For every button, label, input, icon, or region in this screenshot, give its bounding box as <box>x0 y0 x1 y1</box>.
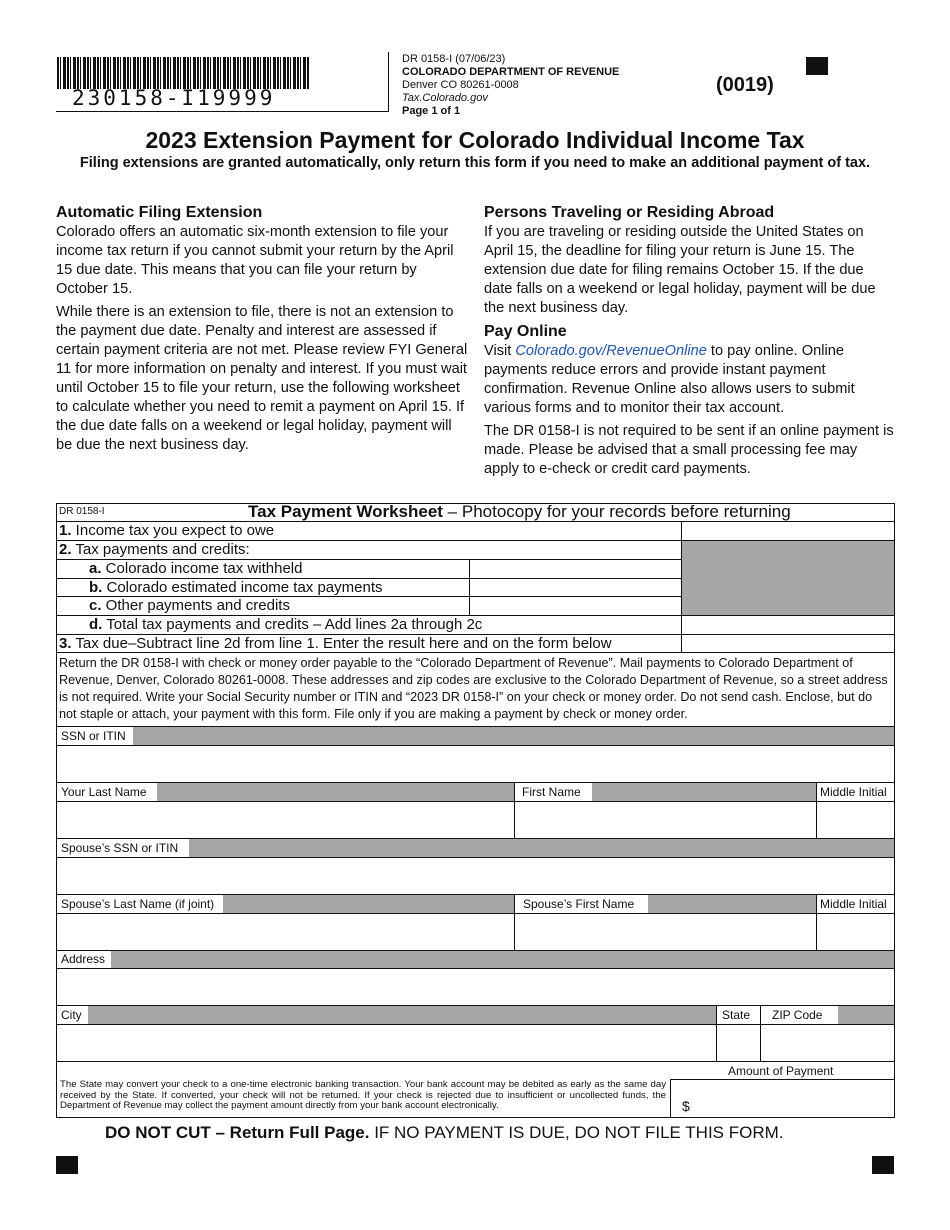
amount-input[interactable] <box>670 1079 894 1117</box>
footer-bold: DO NOT CUT – Return Full Page. <box>105 1123 370 1142</box>
spouse-last-name-input[interactable] <box>57 914 513 950</box>
line-text: Total tax payments and credits – Add lines 2a through 2c <box>102 616 483 633</box>
text: Visit <box>484 343 516 359</box>
revenue-online-link[interactable]: Colorado.gov/RevenueOnline <box>515 343 707 359</box>
paragraph: While there is an extension to file, there is not an extension to the payment due date. Penalty and interest are assessed if certain payment criteria are not met. Please review FYI General 11 for more information on penalty and interest. If you must wait until October 15 to file your return, use the following worksheet to calculate whether you need to remit a payment on April 15. If the due date falls on a weekend or legal holiday, payment will be due the next business day. <box>56 304 468 453</box>
registration-mark <box>872 1156 894 1174</box>
zip-input[interactable] <box>761 1025 893 1061</box>
ssn-label: SSN or ITIN <box>61 729 126 743</box>
city-label: City <box>61 1008 82 1022</box>
right-column <box>484 203 894 483</box>
paragraph: Colorado offers an automatic six-month extension to file your income tax return if you cannot submit your return by the April 15 due date. This means that you can file your return by October 15. <box>56 224 454 297</box>
registration-mark <box>806 57 828 75</box>
form-id: DR 0158-I (07/06/23) <box>402 53 506 65</box>
line-2d <box>89 616 482 633</box>
line-text: Other payments and credits <box>101 597 290 614</box>
heading-automatic-extension: Automatic Filing Extension <box>56 204 263 221</box>
line-number: c. <box>89 597 102 614</box>
spouse-first-name-label: Spouse’s First Name <box>523 897 635 911</box>
line-3-input[interactable] <box>682 635 893 652</box>
line-2c-input[interactable] <box>470 597 680 615</box>
left-column <box>56 203 470 459</box>
footer-rest: IF NO PAYMENT IS DUE, DO NOT FILE THIS FORM. <box>369 1123 784 1142</box>
address-label: Address <box>61 952 106 966</box>
dept-address: Denver CO 80261-0008 <box>402 79 519 91</box>
middle-initial-label: Middle Initial <box>820 785 887 799</box>
line-text: Income tax you expect to owe <box>71 522 275 539</box>
page-title: 2023 Extension Payment for Colorado Individual Income Tax <box>145 127 805 153</box>
line-number: 3. <box>59 635 72 652</box>
line-1-input[interactable] <box>682 522 893 540</box>
worksheet-title <box>248 502 791 522</box>
instructions: Return the DR 0158-I with check or money order payable to the “Colorado Department of Revenue”. Mail payments to Colorado Department of Revenue, Denver, Colorado 80261-0008. These addresses and zip codes are exclusive to the Colorado Department of Revenue, so a street address is not required. Write your Social Security number or ITIN and “2023 DR 0158-I” on your check or money order. Do not send cash. Enclose, but do not staple or attach, your payment with this form. File only if you are making a payment by check or money order. <box>59 656 888 721</box>
line-text: Colorado estimated income tax payments <box>102 579 383 596</box>
registration-mark <box>56 1156 78 1174</box>
amount-label: Amount of Payment <box>728 1064 834 1078</box>
state-label: State <box>722 1008 751 1022</box>
disclaimer: The State may convert your check to a one-time electronic banking transaction. Your bank account may be debited as early as the same day received by the State. If converted, your check will not be returned. If your check is rejected due to insufficient or uncollected funds, the Department of Revenue may collect the payment amount directly from your bank account electronically. <box>60 1079 666 1111</box>
state-input[interactable] <box>717 1025 759 1061</box>
last-name-label: Your Last Name <box>61 785 147 799</box>
spouse-ssn-input[interactable] <box>57 858 893 894</box>
last-name-input[interactable] <box>57 802 513 838</box>
first-name-label: First Name <box>522 785 581 799</box>
department: COLORADO DEPARTMENT OF REVENUE <box>402 66 620 78</box>
line-number: 1. <box>59 522 72 539</box>
line-text: Tax payments and credits: <box>71 541 250 558</box>
line-2b-input[interactable] <box>470 579 680 596</box>
worksheet-title-bold: Tax Payment Worksheet <box>248 502 443 521</box>
dollar-sign: $ <box>682 1098 690 1114</box>
spouse-middle-initial-input[interactable] <box>817 914 893 950</box>
zip-label: ZIP Code <box>772 1008 823 1022</box>
line-number: 2. <box>59 541 72 558</box>
page-number: Page 1 of 1 <box>402 105 461 117</box>
line-text: Colorado income tax withheld <box>101 560 303 577</box>
worksheet-form-id: DR 0158-I <box>59 506 105 517</box>
line-3 <box>59 635 612 652</box>
first-name-input[interactable] <box>515 802 815 838</box>
line-2 <box>59 541 250 558</box>
paragraph: The DR 0158-I is not required to be sent if an online payment is made. Please be advised that a small processing fee may apply to e-check or credit card payments. <box>484 423 894 477</box>
paragraph <box>484 342 894 418</box>
paragraph: If you are traveling or residing outside the United States on April 15, the deadline for filing your return is June 15. The extension due date for filing remains October 15. If the due date falls on a weekend or legal holiday, payment will be due the next business day. <box>484 224 876 316</box>
worksheet-title-rest: – Photocopy for your records before returning <box>442 502 791 521</box>
line-number: a. <box>89 560 102 577</box>
address-input[interactable] <box>57 969 893 1005</box>
line-2a-input[interactable] <box>470 560 680 578</box>
line-2d-input[interactable] <box>682 616 893 634</box>
footer-note <box>105 1123 784 1143</box>
page-subtitle: Filing extensions are granted automatically, only return this form if you need to make an additional payment of tax. <box>79 155 871 171</box>
barcode <box>57 57 309 89</box>
heading-pay-online: Pay Online <box>484 323 567 340</box>
line-2a <box>89 560 302 577</box>
spouse-ssn-label: Spouse’s SSN or ITIN <box>61 841 179 855</box>
line-number: b. <box>89 579 103 596</box>
city-input[interactable] <box>57 1025 715 1061</box>
ssn-input[interactable] <box>57 746 893 782</box>
line-2c <box>89 597 290 614</box>
text: to pay online. Online payments reduce errors and provide instant payment confirmation. Revenue Online also allows users to submit various forms and to monitor their tax account. <box>484 343 855 416</box>
spouse-first-name-input[interactable] <box>515 914 815 950</box>
website: Tax.Colorado.gov <box>402 92 488 104</box>
middle-initial-input[interactable] <box>817 802 893 838</box>
line-2b <box>89 579 382 596</box>
line-number: d. <box>89 616 103 633</box>
line-1 <box>59 522 274 539</box>
form-code: (0019) <box>716 74 774 96</box>
line-text: Tax due–Subtract line 2d from line 1. Enter the result here and on the form below <box>71 635 612 652</box>
barcode-number: 230158-I19999 <box>72 86 276 110</box>
spouse-middle-initial-label: Middle Initial <box>820 897 887 911</box>
heading-traveling-abroad: Persons Traveling or Residing Abroad <box>484 204 775 221</box>
spouse-last-name-label: Spouse’s Last Name (if joint) <box>61 897 215 911</box>
